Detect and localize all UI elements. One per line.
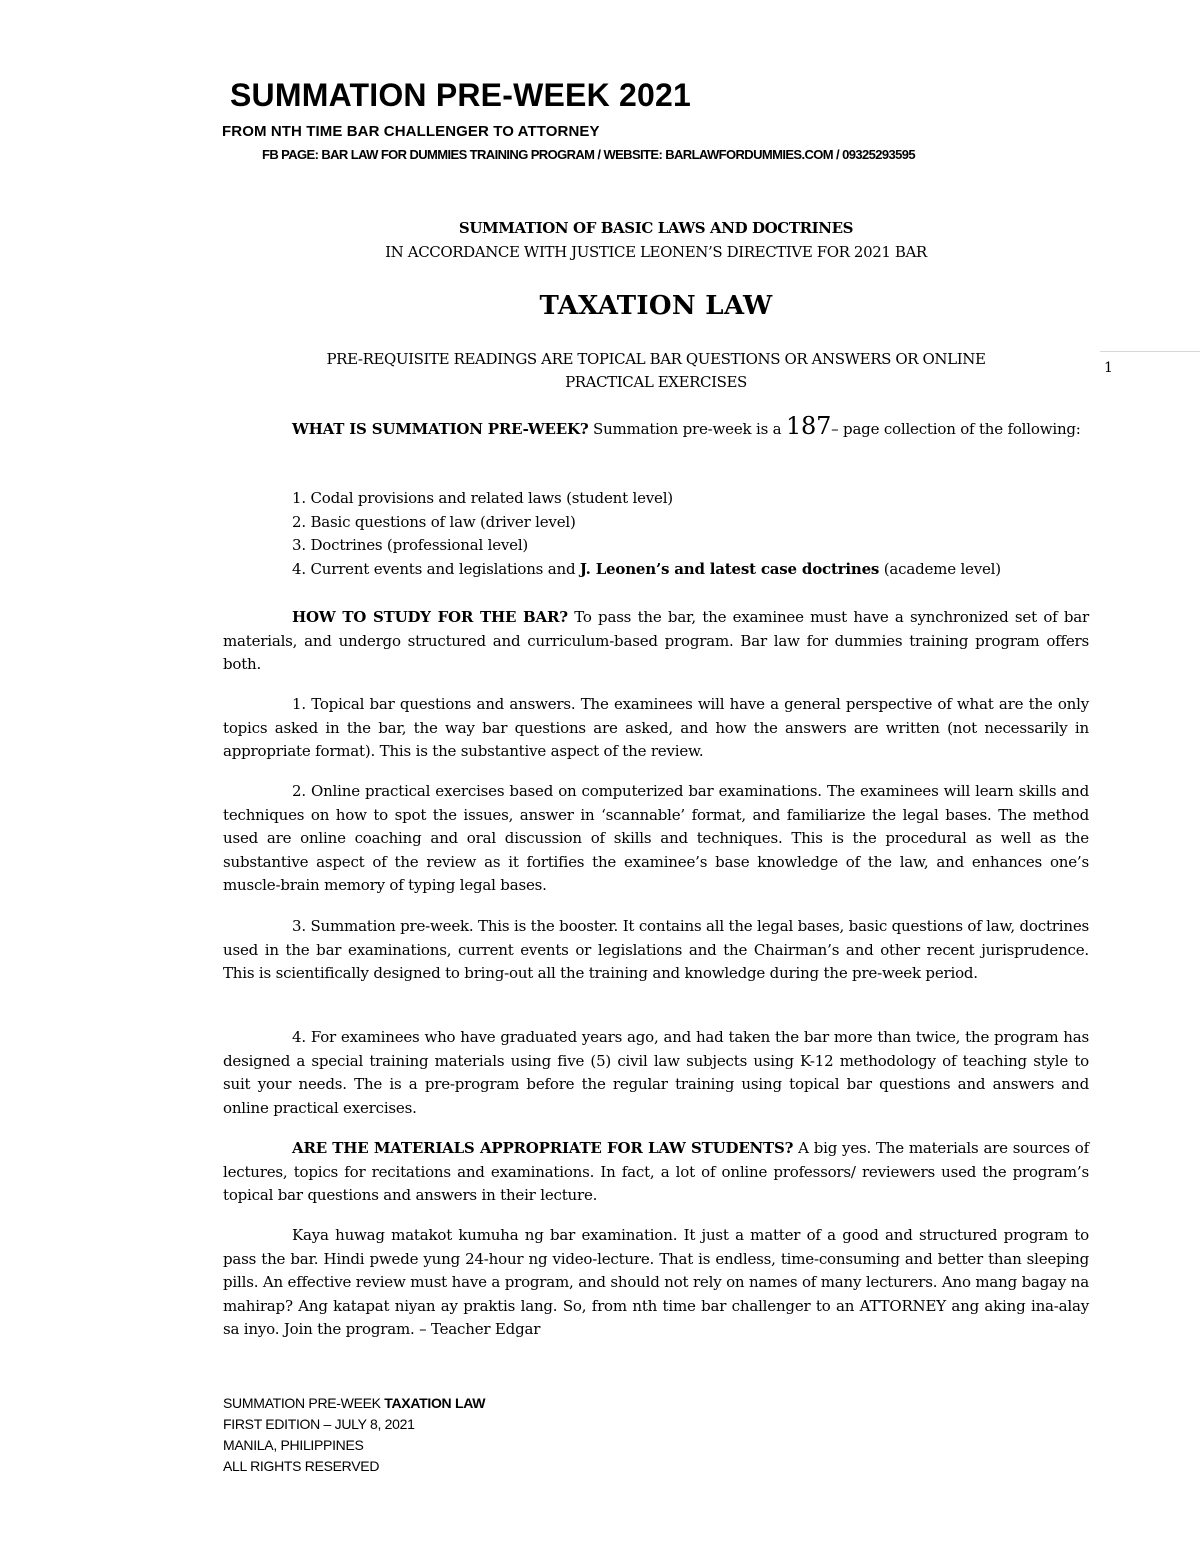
law-students-label: ARE THE MATERIALS APPROPRIATE FOR LAW STUDENTS? [292,1139,794,1157]
content-list [292,487,1001,581]
how-to-paragraph [223,606,1089,677]
law-students-text: A big yes. The materials are sources of lectures, topics for recitations and examinations. In fact, a lot of online professors/ reviewers used the program’s topical bar questions and answers in their lecture. [223,1139,1089,1205]
closing-paragraph: Kaya huwag matakot kumuha ng bar examination. It just a matter of a good and structured program to pass the bar. Hindi pwede yung 24-hour ng video-lecture. That is endless, time-consuming and better than sleeping pills. An effective review must have a program, and should not rely on names of many lecturers. Ano mang bagay na mahirap? Ang katapat niyan ay praktis lang. So, from nth time bar challenger to an ATTORNEY ang aking ina-alay sa inyo. Join the program. – Teacher Edgar [223,1226,1089,1339]
subject-title: TAXATION LAW [539,291,773,321]
footer-prefix: SUMMATION PRE-WEEK [223,1395,385,1411]
item4-bold: J. Leonen’s and latest case doctrines [579,559,880,578]
page-number: 1 [1104,360,1113,376]
list-item: 2. Basic questions of law (driver level) [292,512,576,531]
point-paragraph-2: 2. Online practical exercises based on computerized bar examinations. The examinees will learn skills and techniques on how to spot the issues, answer in ‘scannable’ format, and familiarize the legal bases. The method used are online coaching and oral discussion of skills and techniques. This is the procedural as well as the substantive aspect of the review as it fortifies the examinee’s base knowledge of the law, and enhances one’s muscle-brain memory of typing legal bases. [223,782,1089,895]
section-heading: SUMMATION OF BASIC LAWS AND DOCTRINES [458,219,854,237]
point-paragraph-3: 3. Summation pre-week. This is the booster. It contains all the legal bases, basic questions of law, doctrines used in the bar examinations, current events or legislations and the Chairman’s and other recent jurisprudence. This is scientifically designed to bring-out all the training and knowledge during the pre-week period. [223,917,1089,983]
footer-line-1 [223,1393,485,1414]
prerequisite-note [223,348,1089,394]
what-is-label: WHAT IS SUMMATION PRE-WEEK? [292,420,589,438]
document-title: SUMMATION PRE-WEEK 2021 [230,77,691,113]
footer-line-4: ALL RIGHTS RESERVED [223,1458,380,1474]
list-item [292,558,1001,582]
point-paragraph-4: 4. For examinees who have graduated years ago, and had taken the bar more than twice, the program has designed a special training materials using five (5) civil law subjects using K-12 methodology of teaching style to suit your needs. The is a pre-program before the regular training using topical bar questions and answers and online practical exercises. [223,1028,1089,1117]
list-item: 1. Codal provisions and related laws (student level) [292,489,673,507]
directive-line: IN ACCORDANCE WITH JUSTICE LEONEN’S DIRECTIVE FOR 2021 BAR [385,243,927,261]
what-is-paragraph [223,412,1089,442]
footer-subject: TAXATION LAW [384,1395,486,1411]
what-is-text-after: – page collection of the following: [831,420,1081,438]
list-item: 3. Doctrines (professional level) [292,536,529,555]
footer-line-2: FIRST EDITION – JULY 8, 2021 [223,1416,415,1432]
item4-after: (academe level) [879,559,1001,578]
edition-footer [223,1393,485,1477]
how-to-text: To pass the bar, the examinee must have a synchronized set of bar materials, and undergo structured and curriculum-based program. Bar law for dummies training program offers both. [223,608,1089,674]
point-paragraph-1: 1. Topical bar questions and answers. The examinees will have a general perspective of what are the only topics asked in the bar, the way bar questions are asked, and how the answers are written (not necessarily in appropriate format). This is the substantive aspect of the review. [223,695,1089,761]
prerequisite-line-1: PRE-REQUISITE READINGS ARE TOPICAL BAR QUESTIONS OR ANSWERS OR ONLINE [326,350,986,368]
item4-before: 4. Current events and legislations and [292,559,580,578]
prerequisite-line-2: PRACTICAL EXERCISES [565,373,747,391]
contact-line: FB PAGE: BAR LAW FOR DUMMIES TRAINING PROGRAM / WEBSITE: BARLAWFORDUMMIES.COM / 09325293595 [262,147,915,162]
page-count: 187 [785,412,832,440]
how-to-label: HOW TO STUDY FOR THE BAR? [292,608,568,626]
what-is-text-before: Summation pre-week is a [588,420,786,438]
document-subtitle: FROM NTH TIME BAR CHALLENGER TO ATTORNEY [222,123,600,140]
footer-line-3: MANILA, PHILIPPINES [223,1437,364,1453]
page-margin-rule [1100,351,1200,352]
law-students-paragraph [223,1137,1089,1208]
